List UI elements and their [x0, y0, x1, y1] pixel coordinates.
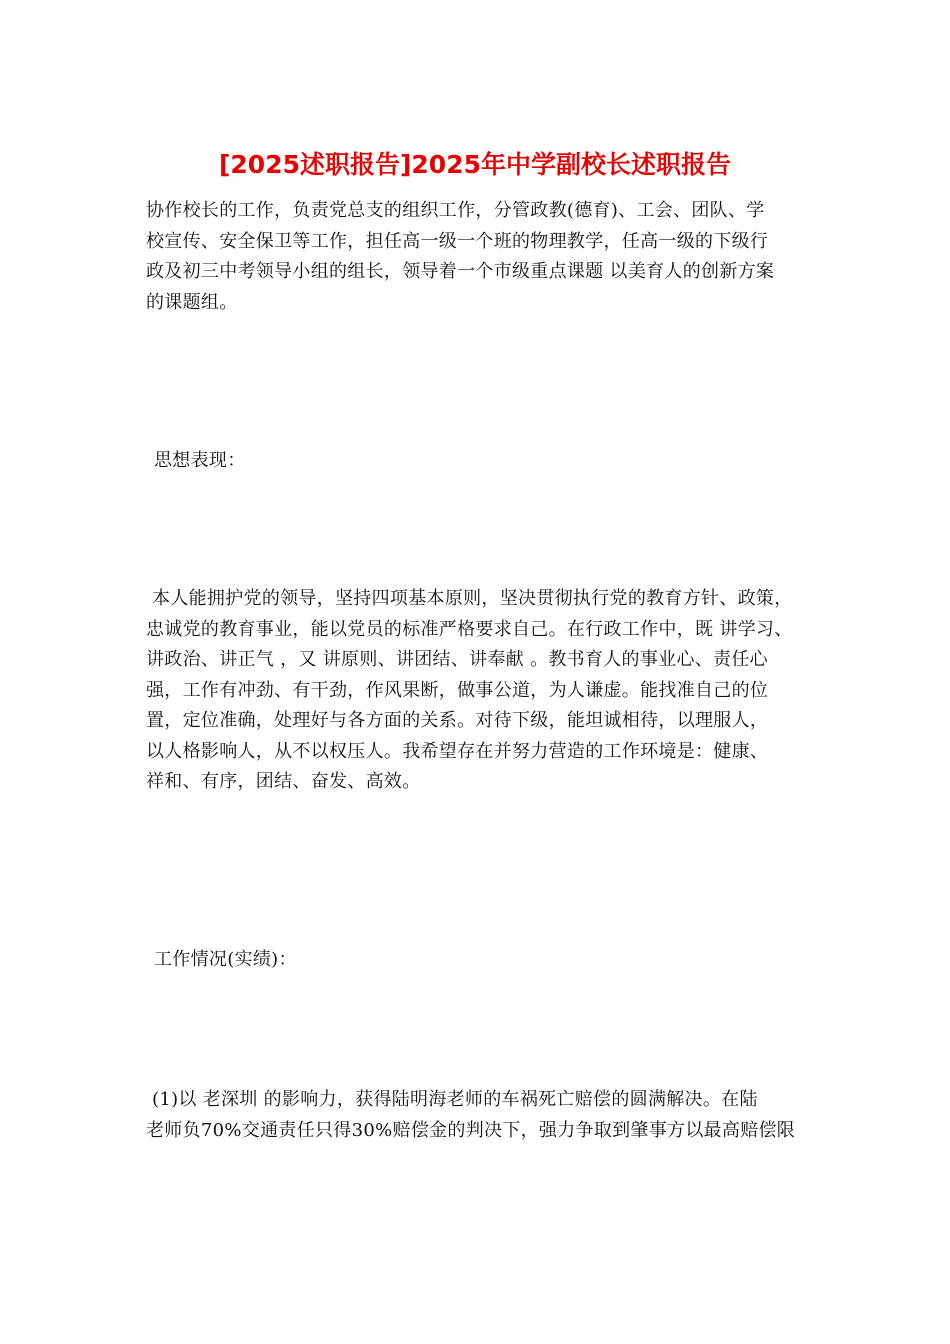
text-line: 校宣传、安全保卫等工作，担任高一级一个班的物理教学，任高一级的下级行 [146, 230, 769, 252]
text-line: 置，定位准确，处理好与各方面的关系。对待下级，能坦诚相待，以理服人， [146, 710, 769, 731]
text-line: 的课题组。 [146, 291, 238, 313]
text-line: 忠诚党的教育事业，能以党员的标准严格要求自己。在行政工作中，既 讲学习、 [146, 618, 793, 640]
section-heading-thought: 思想表现： [154, 450, 246, 471]
text-line: (1)以 老深圳 的影响力，获得陆明海老师的车祸死亡赔偿的圆满解决。在陆 [146, 1089, 758, 1110]
text-line: 强，工作有冲劲、有干劲，作风果断，做事公道，为人谦虚。能找准自己的位 [146, 679, 769, 701]
document-title: [2025述职报告]2025年中学副校长述职报告 [218, 150, 731, 179]
section-heading-work: 工作情况(实绩)： [154, 949, 297, 970]
text-line: 政及初三中考领导小组的组长，领导着一个市级重点课题 以美育人的创新方案 [146, 261, 775, 282]
text-line: 以人格影响人，从不以权压人。我希望存在并努力营造的工作环境是：健康、 [146, 740, 769, 762]
text-line: 讲政治、讲正气 ，又 讲原则、讲团结、讲奉献 。教书育人的事业心、责任心 [146, 649, 768, 670]
text-line: 祥和、有序，团结、奋发、高效。 [146, 771, 421, 792]
text-line: 老师负70%交通责任只得30%赔偿金的判决下，强力争取到肇事方以最高赔偿限 [146, 1119, 796, 1141]
text-line: 协作校长的工作，负责党总支的组织工作，分管政教(德育)、工会、团队、学 [146, 200, 765, 221]
work-paragraph [146, 1085, 814, 1146]
thought-paragraph [146, 584, 814, 798]
text-line: 本人能拥护党的领导，坚持四项基本原则，坚决贯彻执行党的教育方针、政策， [146, 588, 793, 609]
intro-paragraph [146, 196, 814, 318]
